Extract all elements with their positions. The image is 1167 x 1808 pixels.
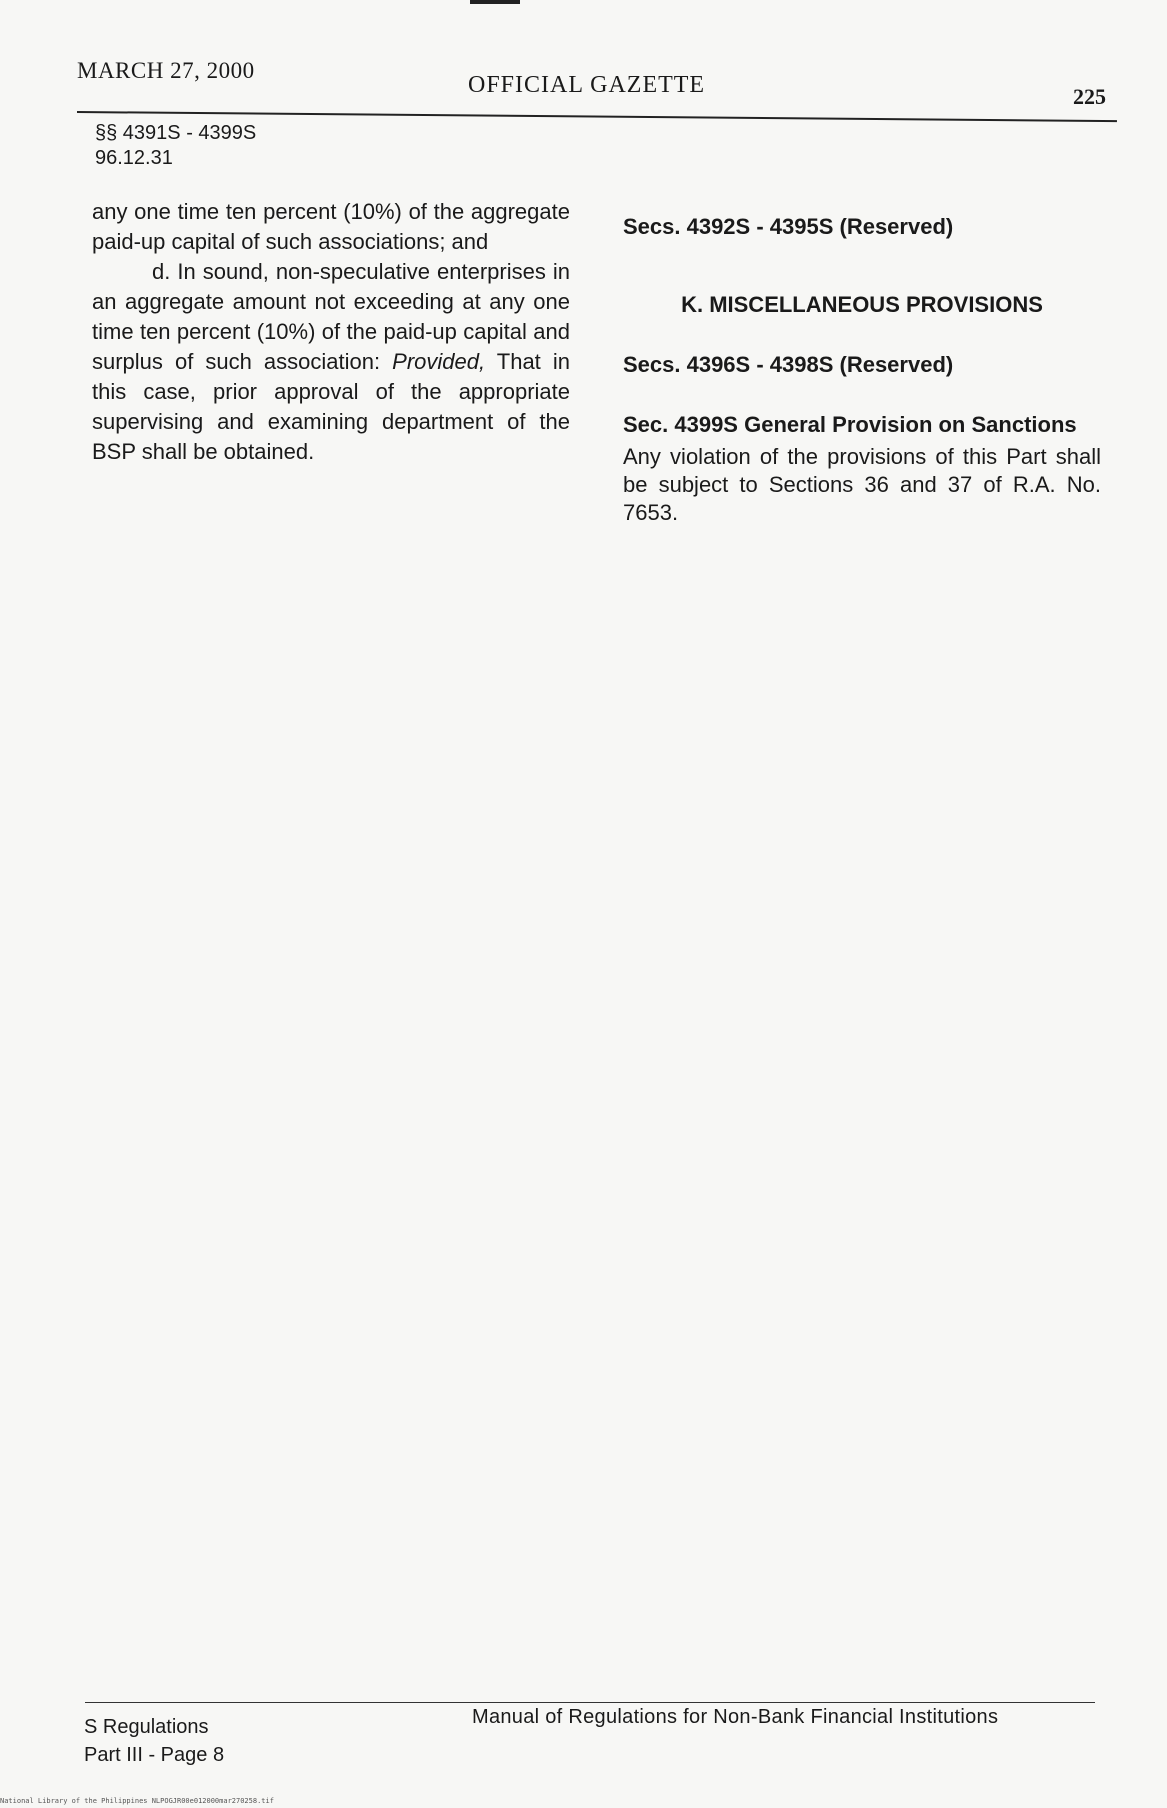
- publication-title: OFFICIAL GAZETTE: [468, 72, 706, 98]
- section-range: [95, 121, 256, 171]
- para2-end: That in this case, prior approval of the appropriate supervising and examining department of the BSP shall be obtained.: [92, 349, 570, 464]
- section-body: Any violation of the provisions of this Part shall be subject to Sections 36 and 37 of R.A. No. 7653.: [623, 444, 1101, 525]
- section-numbers: §§ 4391S - 4399S: [95, 122, 257, 144]
- footer-regulation: S Regulations: [84, 1716, 209, 1738]
- page-number: 225: [1073, 84, 1106, 109]
- left-paragraph-1: any one time ten percent (10%) of the aggregate paid-up capital of such associations; and: [92, 199, 570, 254]
- reserved-sections-2: Secs. 4396S - 4398S (Reserved): [623, 352, 954, 377]
- right-column: [623, 213, 1101, 527]
- reserved-sections-1: Secs. 4392S - 4395S (Reserved): [623, 214, 954, 239]
- footer-manual-title: Manual of Regulations for Non-Bank Financial Institutions: [472, 1706, 999, 1728]
- scan-smudge: [470, 0, 520, 4]
- left-paragraph-2: [92, 257, 570, 467]
- header-date: MARCH 27, 2000: [77, 58, 255, 83]
- part-heading: K. MISCELLANEOUS PROVISIONS: [681, 292, 1043, 317]
- left-column: [92, 197, 570, 467]
- scan-source-note: National Library of the Philippines NLPOGJR00e012000mar270258.tif: [0, 1797, 274, 1805]
- section-title: Sec. 4399S General Provision on Sanctions: [623, 412, 1077, 437]
- footer-left: [84, 1713, 224, 1769]
- footer-part-page: Part III - Page 8: [84, 1744, 225, 1766]
- para2-start: d. In sound, non-speculative enterprises in an aggregate amount not exceeding at any one time ten percent (10%) of the paid-up capital and surplus of such association:: [92, 259, 570, 374]
- footer-divider: [85, 1702, 1095, 1703]
- proviso-italic: Provided,: [392, 349, 486, 374]
- date-code: 96.12.31: [95, 147, 173, 169]
